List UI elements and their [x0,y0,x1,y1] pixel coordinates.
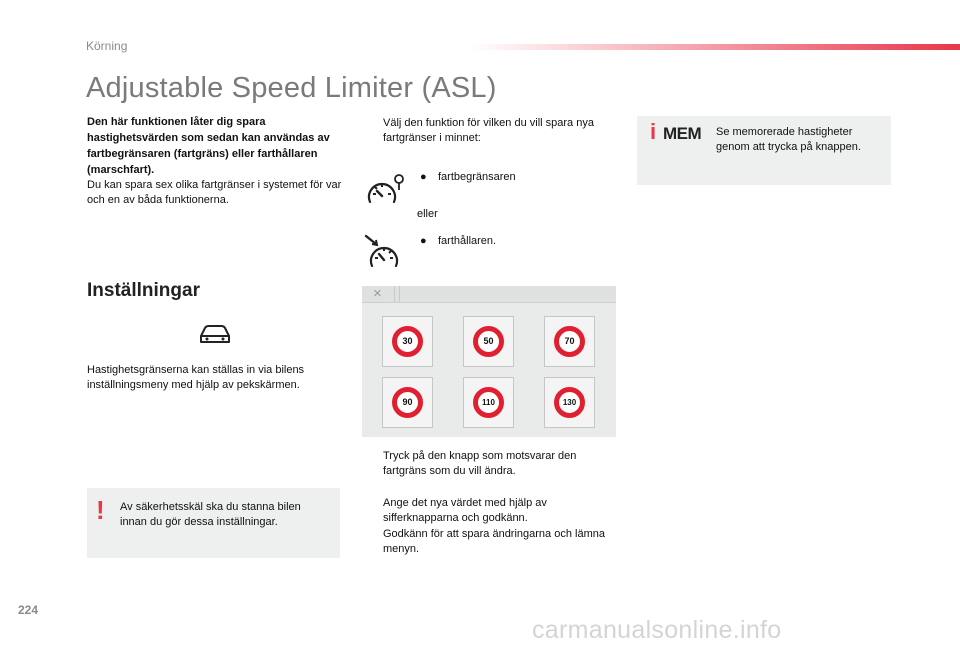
step-enter [363,496,623,528]
speed-sign: 90 [392,387,423,418]
warning-icon: ! [96,495,105,525]
screen-toolbar [362,286,616,303]
page-number: 224 [18,603,39,617]
speed-button-70[interactable] [544,316,595,367]
speed-sign: 130 [554,387,585,418]
step-confirm-text: Godkänn för att spara ändringarna och lämna menyn. [383,528,605,555]
step-press [363,449,623,481]
speed-button-30[interactable] [382,316,433,367]
step-press-text: Tryck på den knapp som motsvarar den fartgräns som du vill ändra. [383,450,577,477]
cruise-control-icon [364,232,404,272]
step-choose [363,116,623,148]
intro-bold-text: Den här funktionen låter dig spara hastighetsvärden som sedan kan användas av fartbegränsaren (fartgräns) eller farthållaren (marschfart). [87,116,330,176]
car-icon [197,322,233,346]
speed-sign: 50 [473,326,504,357]
info-text: Se memorerade hastigheter genom att trycka på knappen. [716,126,861,153]
toolbar-divider [399,286,400,302]
warning-text: Av säkerhetsskäl ska du stanna bilen innan du gör dessa inställningar. [120,501,301,528]
bullet-1: ● [420,171,427,183]
speed-sign: 110 [473,387,504,418]
step-choose-text: Välj den funktion för vilken du vill spara nya fartgränser i minnet: [383,117,594,144]
info-icon: i [650,119,657,144]
or-text: eller [417,208,438,220]
speed-button-130[interactable] [544,377,595,428]
option-cruise-control: farthållaren. [438,235,497,247]
step-enter-text: Ange det nya värdet med hjälp av sifferknapparna och godkänn. [383,497,547,524]
bullet-2: ● [420,235,427,247]
page-title: Adjustable Speed Limiter (ASL) [86,72,497,104]
speed-button-50[interactable] [463,316,514,367]
toolbar-divider [394,286,395,302]
intro-text: Du kan spara sex olika fartgränser i systemet för var och en av båda funktionerna. [87,179,342,206]
speed-limiter-icon [364,172,404,212]
step-confirm [363,527,623,559]
settings-heading: Inställningar [87,280,200,301]
speed-button-110[interactable] [463,377,514,428]
section-label: Körning [86,39,128,53]
speed-sign: 70 [554,326,585,357]
speed-button-90[interactable] [382,377,433,428]
speed-sign: 30 [392,326,423,357]
watermark: carmanualsonline.info [532,616,782,644]
option-speed-limiter: fartbegränsaren [438,171,516,183]
settings-text: Hastighetsgränserna kan ställas in via bilens inställningsmeny med hjälp av pekskärmen. [87,364,305,391]
header-accent-bar [470,44,960,50]
close-icon[interactable]: × [373,285,382,302]
mem-button-label: MEM [663,124,702,143]
